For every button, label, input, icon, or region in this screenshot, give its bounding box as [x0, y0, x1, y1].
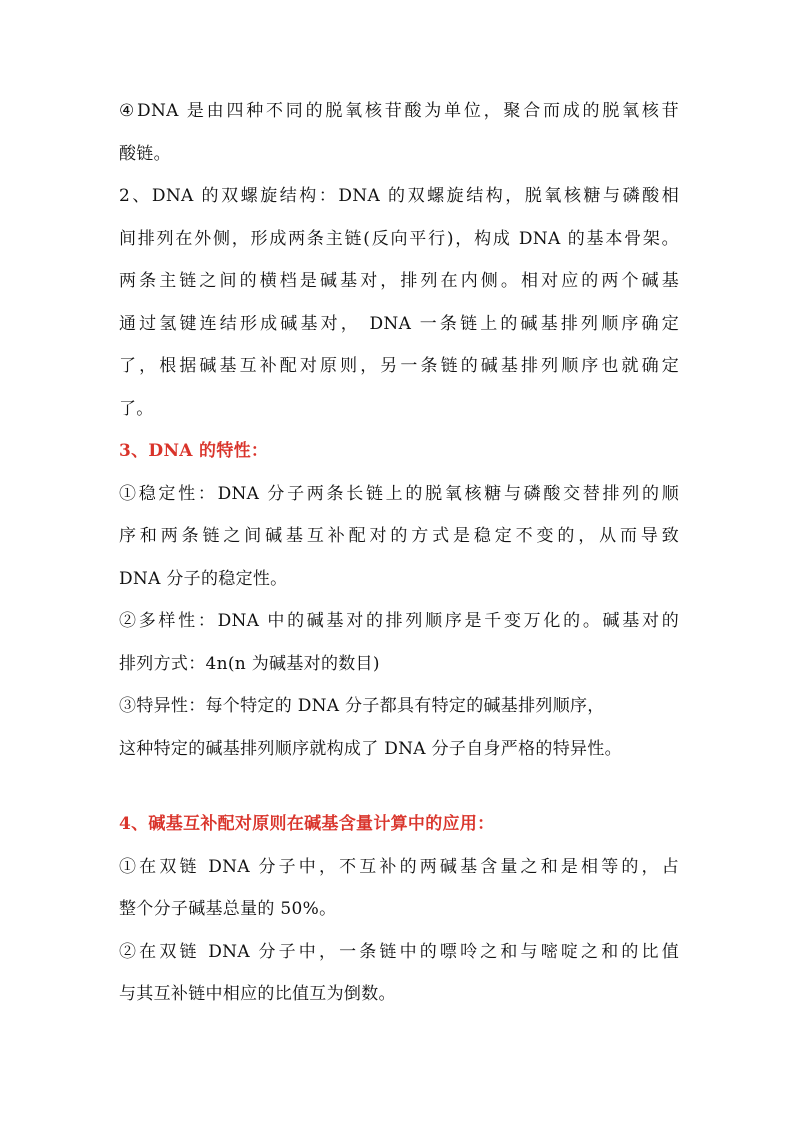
text-line: 2、DNA 的双螺旋结构：DNA 的双螺旋结构，脱氧核糖与磷酸相	[119, 186, 679, 206]
text-line: ②多样性：DNA 中的碱基对的排列顺序是千变万化的。碱基对的	[119, 611, 679, 631]
text-line: 了。	[119, 398, 154, 419]
text-line: 间排列在外侧，形成两条主链(反向平行)，构成 DNA 的基本骨架。	[119, 228, 679, 249]
document-body	[119, 101, 679, 1027]
text-line: ①稳定性：DNA 分子两条长链上的脱氧核糖与磷酸交替排列的顺	[119, 483, 679, 504]
section-heading: 4、碱基互补配对原则在碱基含量计算中的应用：	[119, 814, 495, 834]
text-line: 了，根据碱基互补配对原则，另一条链的碱基排列顺序也就确定	[119, 356, 679, 376]
text-line: 序和两条链之间碱基互补配对的方式是稳定不变的，从而导致	[119, 526, 679, 546]
text-line: ②在双链 DNA 分子中，一条链中的嘌呤之和与嘧啶之和的比值	[119, 941, 679, 962]
text-line: 通过氢键连结形成碱基对， DNA 一条链上的碱基排列顺序确定	[119, 313, 679, 334]
text-line: 排列方式：4n(n 为碱基对的数目)	[119, 653, 380, 674]
section-heading: 3、DNA 的特性：	[119, 441, 269, 461]
text-line: DNA 分子的稳定性。	[119, 568, 288, 589]
text-line: 酸链。	[119, 143, 171, 164]
text-line: 与其互补链中相应的比值互为倒数。	[119, 984, 396, 1004]
text-line: 两条主链之间的横档是碱基对，排列在内侧。相对应的两个碱基	[119, 271, 679, 291]
text-line: ④DNA 是由四种不同的脱氧核苷酸为单位，聚合而成的脱氧核苷	[119, 101, 679, 121]
text-line: 整个分子碱基总量的 50%。	[119, 899, 337, 919]
paragraph-gap	[119, 781, 679, 814]
text-line: ③特异性：每个特定的 DNA 分子都具有特定的碱基排列顺序，	[119, 696, 605, 716]
text-line: ①在双链 DNA 分子中，不互补的两碱基含量之和是相等的，占	[119, 856, 679, 877]
text-line: 这种特定的碱基排列顺序就构成了 DNA 分子自身严格的特异性。	[119, 738, 622, 759]
